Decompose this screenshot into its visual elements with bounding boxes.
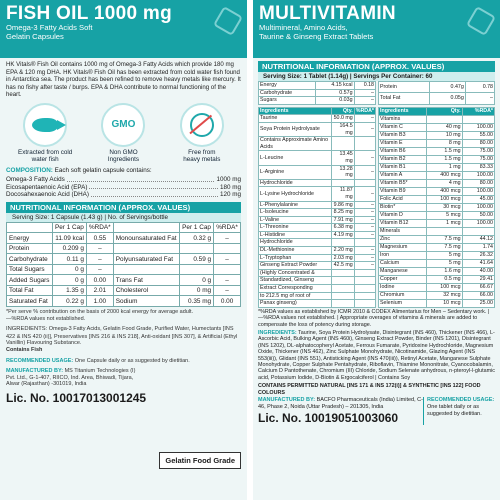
fish-oil-license: Lic. No. 10017013001245 xyxy=(6,390,147,405)
table-row: Sugars 0.03g – xyxy=(260,97,374,104)
multivitamin-serving: Serving Size: 1 Tablet (1.14g) | Servings Per Container: 60 xyxy=(258,72,495,81)
table-row: Total Fat 0.05g – xyxy=(379,93,495,104)
multivitamin-nutrition-title: NUTRITIONAL INFORMATION (APPROX. VALUES) xyxy=(258,61,495,72)
serving-size: Serving Size: 1 Capsule (1.43 g) | No. of Servings/bottle xyxy=(6,213,241,222)
table-row: L-Arginine 13.28 mg – xyxy=(260,165,374,179)
top-table-left xyxy=(258,81,376,105)
table-row: Hydrochloride xyxy=(259,239,376,247)
ingredient-table-left xyxy=(258,107,376,308)
feature-cold-water-fish xyxy=(15,103,75,164)
nutrition-title: NUTRITIONAL INFORMATION (APPROX. VALUES) xyxy=(6,202,241,213)
fish-oil-manufacturer: MANUFACTURED BY: MS Titanium Technologies (I) Pvt. Ltd., G-1-407, RIICO, Ind. Area, Bhiwadi, Tijara, Alwar (Rajasthan) -301019, India xyxy=(6,368,136,388)
table-row: Vitamin B3 10 mg 55.00 xyxy=(380,131,493,138)
multivitamin-header xyxy=(253,0,500,58)
table-row: L-Isoleucine 8.25 mg – xyxy=(260,209,374,216)
multivitamin-license: Lic. No. 10019051003060 xyxy=(258,410,399,425)
feature-label: Extracted from cold water fish xyxy=(18,148,73,164)
table-row: Standardized, Ginseng xyxy=(259,277,376,285)
multivitamin-panel xyxy=(253,0,500,500)
table-row: Vitamin C 40 mg 100.00 xyxy=(380,123,493,130)
table-row: Carbohydrate 0.11 g – Polyunsaturated Fat 0.59 g – xyxy=(7,254,241,265)
table-row: Protein 0.47g 0.78 xyxy=(379,82,495,93)
composition-rows xyxy=(0,175,247,200)
fish-oil-header xyxy=(0,0,247,58)
table-row: Energy 11.09 kcal 0.55 Monounsaturated Fat 0.32 g – xyxy=(7,233,241,244)
table-row: Taurine 50.0 mg – xyxy=(260,115,374,122)
table-row: Protein 0.209 g – xyxy=(7,243,241,254)
table-row: Chromium 32 mcg 66.00 xyxy=(380,291,493,298)
table-row: Iron 5 mg 26.32 xyxy=(380,251,493,258)
table-row: Vitamin B6 1.5 mg 75.00 xyxy=(380,147,493,154)
table-row: Soya Protein Hydrolysate 164.5 mg – xyxy=(260,122,374,136)
fish-oil-nutrition-table xyxy=(6,222,241,307)
table-row: Carbohydrate 0.57g – xyxy=(260,89,374,96)
table-row: L-Tryptophan 2.03 mg – xyxy=(260,254,374,261)
ingredient-tables xyxy=(258,107,495,308)
gmo-icon: GMO xyxy=(111,119,136,131)
table-row: Saturated Fat 0.22 g 1.00 Sodium 0.35 mg 0.00 xyxy=(7,296,241,307)
feature-icons xyxy=(0,101,247,166)
fish-oil-title: FISH OIL 1000 mg xyxy=(6,3,173,24)
table-row: L-Phenylalanine 9.86 mg – xyxy=(260,201,374,208)
table-row: Iodine 100 mcg 66.67 xyxy=(380,283,493,290)
fish-oil-ingredients: INGREDIENTS: Omega-3 Fatty Acids, Gelatin Food Grade, Purified Water, Humectants [INS 422 & INS 420 (ii)], Preservatives [INS 216 & INS 218], Anti-oxidant [INS 307], & Artificial (Ethyl Vanillin) Flavouring Substance. Contains Fish xyxy=(6,326,238,353)
table-row: Extract Corresponding xyxy=(259,285,376,293)
multivitamin-subtitle-1: Multimineral, Amino Acids, xyxy=(259,23,348,32)
table-row: Total Fat 1.35 g 2.01 Cholesterol 0 mg – xyxy=(7,285,241,296)
multivitamin-recommended: RECOMMENDED USAGE: One tablet daily or as suggested by dietitian. xyxy=(423,397,495,424)
table-row: L-Histidine 4.19 mg – xyxy=(260,231,374,238)
table-row: L-Leucine 13.45 mg – xyxy=(260,151,374,164)
table-row: Vitamin E 8 mg 80.00 xyxy=(380,139,493,146)
gelatin-badge: Gelatin Food Grade xyxy=(159,452,241,469)
table-row: Added Sugars 0 g 0.00 Trans Fat 0 g – xyxy=(7,275,241,286)
table-row: Magnesium 7.5 mg 1.74 xyxy=(380,243,493,250)
table-row: Ginseng Extract Powder 42.5 mg – xyxy=(260,262,374,269)
fish-oil-recommended: RECOMMENDED USAGE: One Capsule daily or as suggested by dietitian. xyxy=(6,357,190,364)
table-row: Vitamin B2 1.5 mg 75.00 xyxy=(380,155,493,162)
composition-row: Eicosapentaenoic Acid (EPA) 180 mg xyxy=(6,183,241,191)
table-row: Selenium 10 mcg 25.00 xyxy=(380,300,493,306)
feature-label: Non GMO Ingredients xyxy=(107,148,140,164)
table-row: Vitamin B9 400 mcg 100.00 xyxy=(380,187,493,194)
table-row: Panax ginseng) xyxy=(259,300,376,308)
composition: COMPOSITION: Each soft gelatin capsule contains: xyxy=(6,166,152,174)
table-row: Folic Acid 100 mcg 45.00 xyxy=(380,195,493,202)
table-row: Calcium 5 mg 41.64 xyxy=(380,259,493,266)
table-row: Manganese 1.6 mg 40.00 xyxy=(380,267,493,274)
feature-label: Free from heavy metals xyxy=(183,148,221,164)
table-row: to 212.5 mg of root of xyxy=(259,292,376,300)
fish-icon xyxy=(32,118,58,132)
table-row: Zinc 7.5 mg 44.12 xyxy=(380,235,493,242)
table-row: Minerals xyxy=(379,227,495,235)
multivitamin-subtitle-2: Taurine & Ginseng Extract Tablets xyxy=(259,31,374,41)
table-row: Vitamin B12 1 mcg 100.00 xyxy=(380,219,493,226)
table-row: Hydrochloride xyxy=(259,179,376,187)
multivitamin-title: MULTIVITAMIN xyxy=(259,3,396,24)
fish-oil-subtitle-2: Gelatin Capsules xyxy=(6,31,64,41)
table-row: Vitamins xyxy=(379,115,495,123)
table-row: Energy 4.15 kcal 0.18 xyxy=(260,82,374,88)
multivitamin-ingredients: INGREDIENTS: Taurine, Soya Protein Hydrolysate, Disintegrant (INS 460), Thickener (INS 466), L-Ascorbic Acid, Bulking Agent (INS 460i), Ginseng Extract Powder, Binder (INS 1201), Disintegrant (INS 1202), DL-alphatocopheryl Acetate, Ferrous Fumarate, Pyridoxine Hydrochloride, Magnesium Oxide, Thickener (INS 462), Zinc Sulphate Monohydrate, Nicotinamide, Glazing Agent (INS 553(iii)), Glidant (INS 551), Antisticking Agent (INS 470(iii)), Retinyl Acetate, Manganese Sulphate Monohydrate, Copper Sulphate Pentahydrate, Riboflavin, Thiamine Mononitrate, Cyanocobalamin, Calcium D Pantothenate, Chromium (III) Chloride, Sodium Selenate anhydrous, n-pteroyl-l-glutamic acid, Potassium Iodide, D-Biotin & Ergocalciferol | Contains Soy xyxy=(258,330,495,381)
table-header: Ingredients Qty. %RDA* xyxy=(260,107,374,114)
table-row: L-Lysine Hydrochloride 11.87 mg – xyxy=(260,187,374,200)
table-row: Copper 0.5 mg 29.41 xyxy=(380,275,493,282)
table-header: Per 1 Cap %RDA* Per 1 Cap %RDA* xyxy=(7,222,241,233)
fish-oil-footnote: *Per serve % contribution on the basis of 2000 kcal energy for average adult. —%RDA values not established. xyxy=(6,308,194,322)
fish-oil-description: HK Vitals® Fish Oil contains 1000 mg of Omega-3 Fatty Acids which provide 180 mg EPA & 120 mg DHA. HK Vitals® Fish Oil has been extracted from cold water fish found in Antarctica sea. The product has been refined to remove heavy metals like mercury. It has no fishy after taste / burps. EPA & DHA contribute to normal functioning of the heart. xyxy=(6,61,241,99)
table-row: Contains Approximate Amino Acids xyxy=(259,137,376,151)
multivitamin-footnote: *%RDA values as established by ICMR 2010 & CODEX Alimentarius for Men – Sedentary work. | —%RDA values not established. | Appropriate overages of vitamins & minerals are added to compensate the loss of potency during storage. xyxy=(258,308,490,328)
fish-oil-subtitle-1: Omega-3 Fatty Acids Soft xyxy=(6,23,93,32)
table-row: Vitamin D 5 mcg 50.00 xyxy=(380,211,493,218)
ingredient-table-right xyxy=(378,107,495,308)
feature-non-gmo xyxy=(93,103,153,164)
table-row: L-Valine 7.91 mg – xyxy=(260,216,374,223)
no-heavy-metal-icon xyxy=(190,113,214,137)
multivitamin-bottom xyxy=(258,397,495,424)
feature-no-heavy-metals xyxy=(172,103,232,164)
top-nutrition-rows xyxy=(258,81,495,105)
table-row: (Highly Concentrated & xyxy=(259,269,376,277)
table-row: Total Sugars 0 g – xyxy=(7,264,241,275)
table-row: Vitamin A 400 mcg 100.00 xyxy=(380,171,493,178)
composition-row: Omega-3 Fatty Acids 1000 mg xyxy=(6,176,241,184)
composition-row: Docosahexaenoic Acid (DHA) 120 mg xyxy=(6,191,241,199)
table-row: Biotin* 30 mcg 100.00 xyxy=(380,203,493,210)
food-colours: CONTAINS PERMITTED NATURAL [INS 171 & INS 172(i)] & SYNTHETIC [INS 122] FOOD COLOURS xyxy=(258,383,481,396)
multivitamin-manufacturer: MANUFACTURED BY: BACFO Pharmaceuticals (India) Limited, C-46, Phase 2, Noida (Uttar Pradesh) – 201305, India Lic. No. 10019051003060 xyxy=(258,397,423,425)
top-table-right xyxy=(378,81,495,105)
table-row: DL-Methionine 2.20 mg – xyxy=(260,247,374,254)
table-row: Vitamin B5* 4 mg 80.00 xyxy=(380,179,493,186)
table-row: L-Threonine 6.38 mg – xyxy=(260,224,374,231)
table-row: Vitamin B1 1 mg 83.33 xyxy=(380,163,493,170)
table-header: Ingredients Qty. %RDA* xyxy=(380,107,493,114)
fish-oil-panel xyxy=(0,0,247,500)
